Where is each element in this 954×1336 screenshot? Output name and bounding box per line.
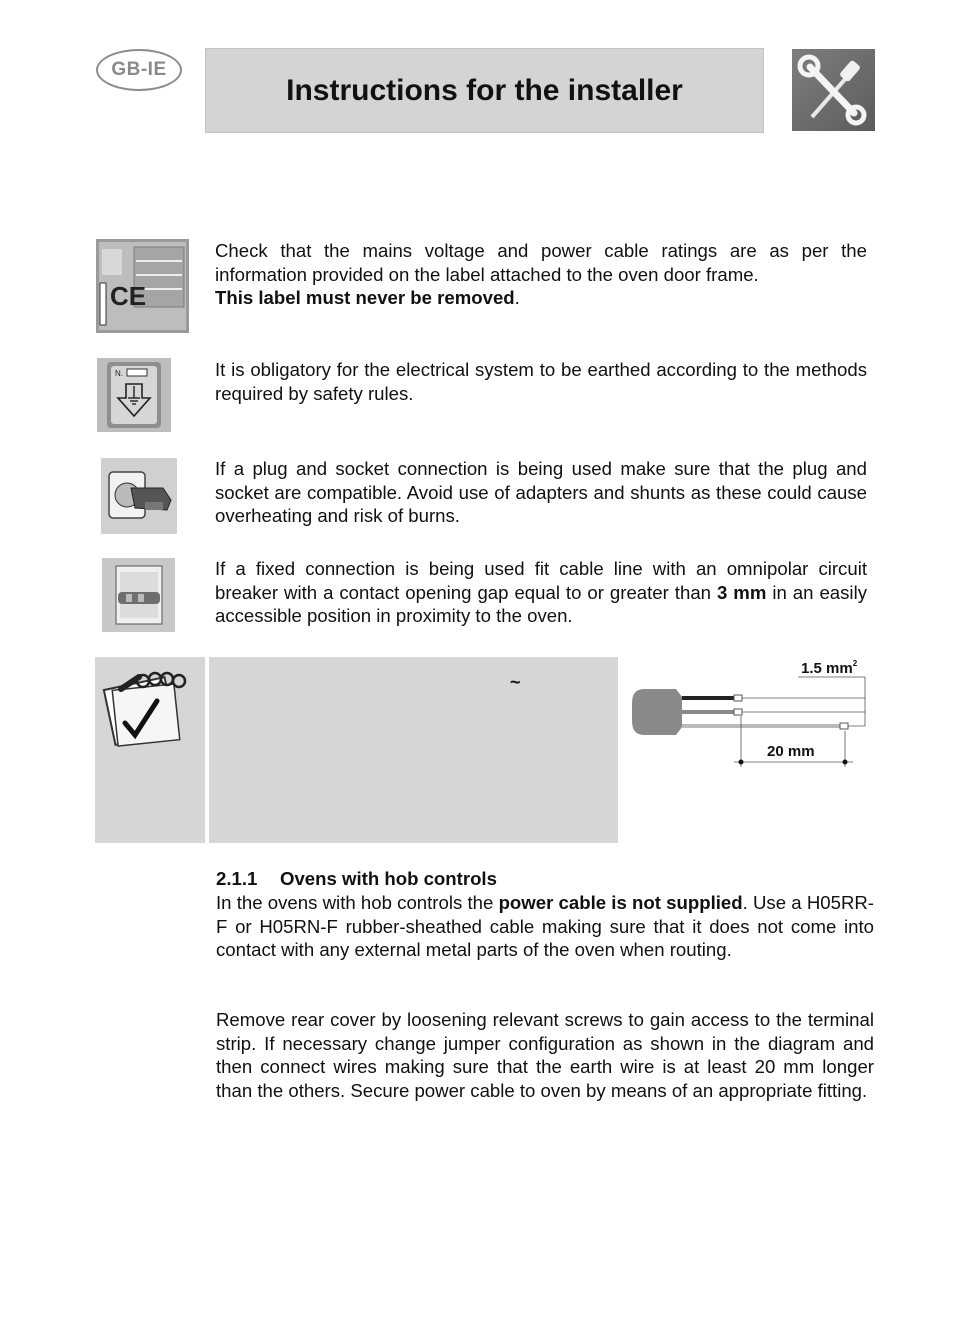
note-panel bbox=[209, 657, 618, 843]
plug-text: If a plug and socket connection is being used make sure that the plug and socket are compatible. Avoid use of adapters and shunts as these could cause overheating and risk of burns. bbox=[215, 458, 867, 526]
earth-symbol-icon bbox=[97, 358, 171, 432]
section-paragraph-1 bbox=[216, 891, 874, 962]
label-warning-end: . bbox=[514, 287, 520, 308]
section-number: 2.1.1 bbox=[216, 868, 258, 889]
circuit-breaker-icon bbox=[102, 558, 175, 632]
fixed-connection-paragraph bbox=[215, 557, 867, 628]
section-title: Ovens with hob controls bbox=[280, 868, 497, 889]
label-warning-paragraph bbox=[215, 239, 867, 310]
earth-text: It is obligatory for the electrical system to be earthed according to the methods required by safety rules. bbox=[215, 359, 867, 404]
section-paragraph-2 bbox=[216, 1008, 874, 1102]
region-badge-label: GB-IE bbox=[111, 59, 167, 80]
notepad-check-icon bbox=[95, 657, 205, 843]
earth-paragraph bbox=[215, 358, 867, 405]
svg-text:N.: N. bbox=[115, 369, 123, 378]
section-p1-before: In the ovens with hob controls the bbox=[216, 892, 499, 913]
fixed-text-before: If a fixed connection is being used fit cable line with an omnipolar circuit breaker with a contact opening gap equal to or greater than bbox=[215, 558, 867, 603]
svg-text:CE: CE bbox=[110, 281, 147, 311]
label-warning-text: Check that the mains voltage and power cable ratings are as per the information provided on the label attached to the oven door frame. bbox=[215, 240, 867, 285]
fixed-text-bold: 3 mm bbox=[716, 581, 767, 603]
strip-length-label: 20 mm bbox=[767, 743, 815, 760]
tools-icon bbox=[792, 49, 875, 131]
tilde-mark: ~ bbox=[510, 672, 521, 692]
plug-paragraph bbox=[215, 457, 867, 528]
cable-diagram bbox=[628, 655, 873, 775]
fixed-text-after: in an easily accessible position in proximity to the oven. bbox=[215, 581, 867, 626]
section-p1-bold: power cable is not supplied bbox=[498, 892, 743, 913]
ce-label-icon bbox=[96, 239, 189, 333]
page-title-bar bbox=[205, 48, 764, 133]
page-title: Instructions for the installer bbox=[286, 73, 683, 107]
cable-section-label: 1.5 $mm^2$ bbox=[801, 659, 858, 677]
section-p2-text: Remove rear cover by loosening relevant screws to gain access to the terminal strip. If necessary change jumper configuration as shown in the diagram and then connect wires making sure that the earth wire is at least 20 mm longer than the others. Secure power cable to oven by means of an appropriate fitting. bbox=[216, 1009, 874, 1101]
plug-socket-icon bbox=[101, 458, 177, 534]
region-badge bbox=[96, 49, 182, 91]
label-warning-bold: This label must never be removed bbox=[215, 287, 515, 308]
section-p1-after: . Use a H05RR-F or H05RN-F rubber-sheathed cable making sure that it does not come into contact with any external metal parts of the oven when routing. bbox=[216, 892, 874, 960]
note-icon-panel bbox=[95, 657, 205, 843]
section-heading bbox=[216, 868, 497, 890]
